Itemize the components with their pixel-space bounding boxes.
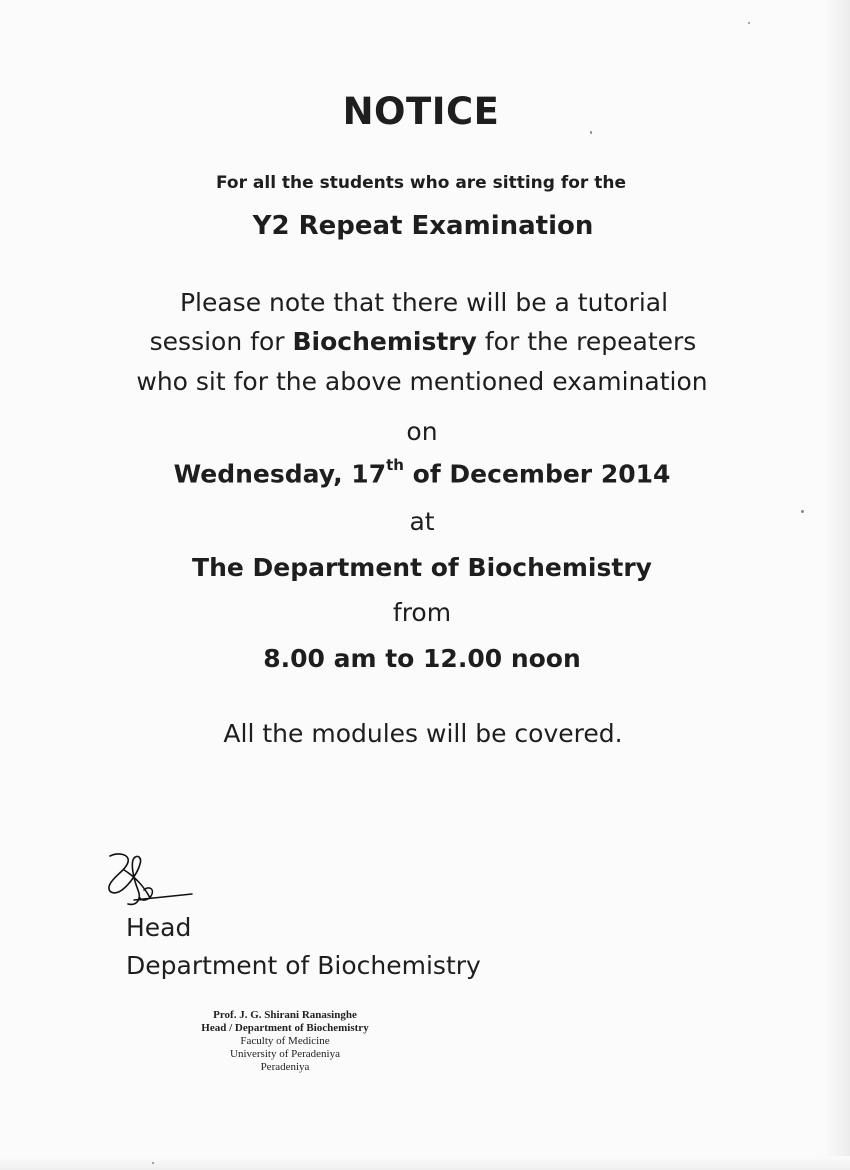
notice-title: NOTICE (342, 90, 500, 133)
scan-speck (152, 1162, 154, 1164)
stamp-city: Peradeniya (260, 1061, 310, 1073)
audience-line: For all the students who are sitting for the (215, 173, 626, 193)
exam-name: Y2 Repeat Examination (252, 211, 594, 241)
date-month-year: of December 2014 (403, 459, 671, 489)
body-line-2-suffix: for the repeaters (476, 327, 697, 356)
body-line-1: Please note that there will be a tutorial (179, 288, 669, 317)
stamp-university: University of Peradeniya (230, 1048, 340, 1060)
stamp-faculty: Faculty of Medicine (240, 1035, 330, 1047)
body-line-2-prefix: session for (149, 327, 293, 356)
signatory-title: Head (126, 913, 192, 942)
stamp-role: Head / Department of Biochemistry (201, 1022, 369, 1034)
connector-on: on (406, 417, 438, 446)
session-date (0, 456, 847, 489)
session-venue: The Department of Biochemistry (192, 553, 652, 582)
body-line-3: who sit for the above mentioned examination (136, 367, 708, 396)
modules-note: All the modules will be covered. (223, 719, 623, 748)
scan-speck (748, 22, 750, 24)
signatory-department: Department of Biochemistry (126, 951, 481, 980)
connector-from: from (392, 598, 452, 627)
date-ordinal: th (386, 456, 404, 474)
handwritten-signature (104, 850, 196, 912)
subject-name: Biochemistry (292, 327, 477, 356)
official-stamp (170, 1009, 400, 1074)
stamp-name: Prof. J. G. Shirani Ranasinghe (213, 1009, 357, 1021)
body-line-2 (0, 327, 848, 356)
session-time: 8.00 am to 12.00 noon (263, 644, 581, 673)
connector-at: at (409, 507, 435, 536)
paper-edge-bottom (0, 1156, 850, 1170)
date-weekday-day: Wednesday, 17 (173, 459, 387, 489)
